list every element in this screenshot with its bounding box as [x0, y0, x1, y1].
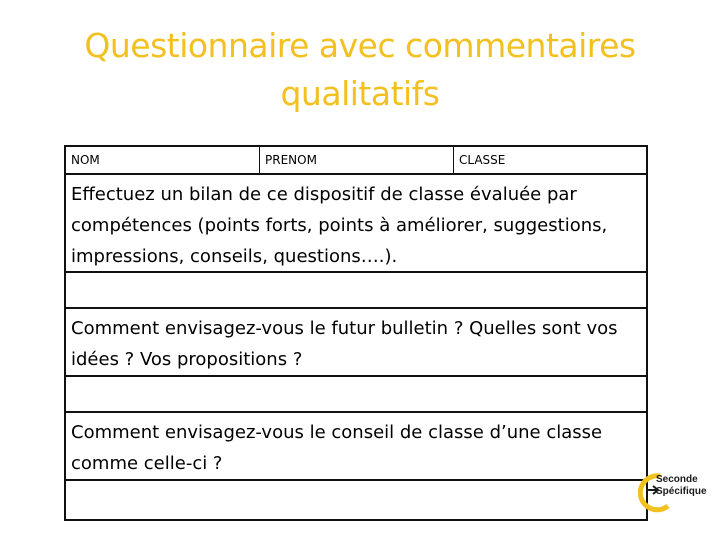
- title-line-2: qualitatifs: [280, 74, 440, 113]
- logo-line-2: Spécifique: [656, 486, 707, 497]
- page-title: [0, 22, 720, 118]
- identity-row: [66, 147, 646, 175]
- nom-field[interactable]: [66, 147, 260, 173]
- question-2: Comment envisagez-vous le futur bulletin ? Quelles sont vos idées ? Vos propositions ?: [66, 309, 646, 377]
- prenom-field[interactable]: [260, 147, 454, 173]
- answer-3-field[interactable]: [66, 481, 646, 519]
- classe-label: CLASSE: [459, 153, 506, 167]
- classe-field[interactable]: [454, 147, 646, 173]
- answer-1-field[interactable]: [66, 273, 646, 309]
- nom-label: NOM: [71, 153, 100, 167]
- logo-text: [656, 474, 714, 498]
- logo-line-1: Seconde: [656, 474, 698, 485]
- seconde-specifique-logo: [638, 470, 716, 514]
- title-line-1: Questionnaire avec commentaires: [84, 26, 636, 65]
- prenom-label: PRENOM: [265, 153, 317, 167]
- questionnaire-form: [64, 145, 648, 521]
- question-1: Effectuez un bilan de ce dispositif de classe évaluée par compétences (points forts, points à améliorer, suggestions, impressions, conseils, questions….).: [66, 175, 646, 273]
- question-3: Comment envisagez-vous le conseil de classe d’une classe comme celle-ci ?: [66, 413, 646, 481]
- answer-2-field[interactable]: [66, 377, 646, 413]
